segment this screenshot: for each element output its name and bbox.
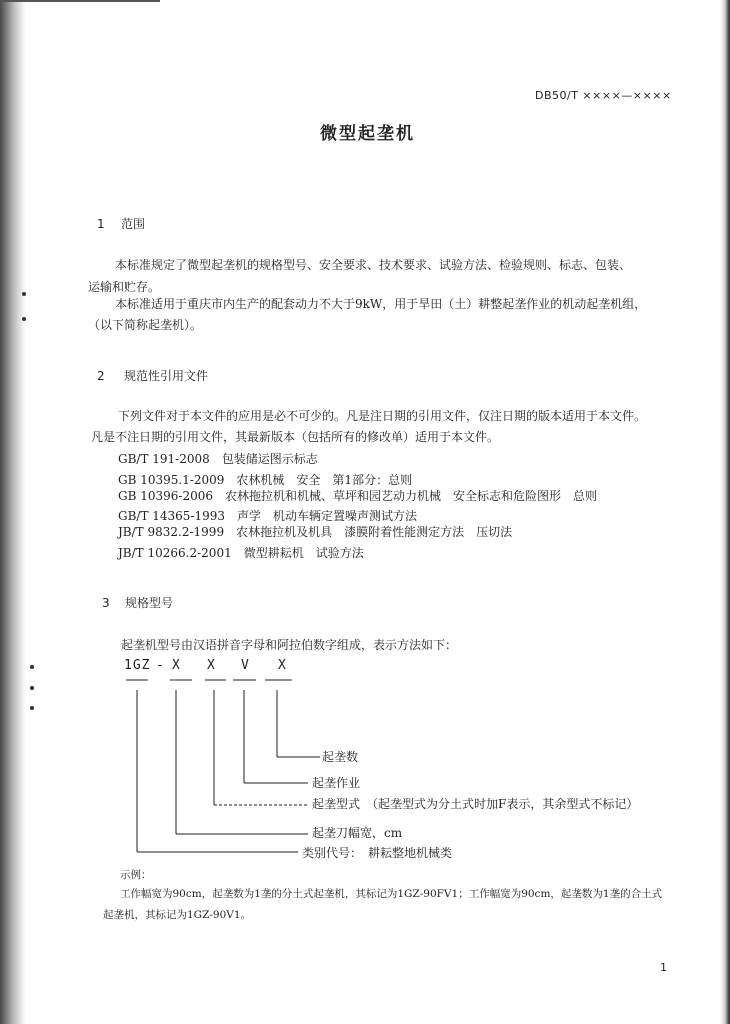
section-1-para2-line1: 本标准适用于重庆市内生产的配套动力不大于9kW，用于旱田（土）耕整起垄作业的机动起垄机组， <box>115 297 647 311</box>
model-part-width: X <box>172 658 181 673</box>
section-1-heading: 范围 <box>121 217 146 231</box>
example-line1: 工作幅宽为90cm，起垄数为1垄的分土式起垄机，其标记为1GZ-90FV1；工作幅宽为90cm，起垄数为1垄的合土式 <box>120 888 663 900</box>
label-ridge-count: 起垄数 <box>322 750 359 764</box>
page-number: 1 <box>660 961 667 974</box>
reference-item: JB/T 9832.2-1999 农林拖拉机及机具 漆膜附着性能测定方法 压切法 <box>118 525 513 539</box>
section-1-para2-line2: （以下简称起垄机）。 <box>88 318 203 332</box>
section-3-heading: 规格型号 <box>125 596 174 610</box>
label-ridge-type: 起垄型式 （起垄型式为分土式时加F表示，其余型式不标记） <box>312 797 639 811</box>
section-1-para1-line2: 运输和贮存。 <box>88 280 161 294</box>
example-line2: 起垄机，其标记为1GZ-90V1。 <box>103 909 252 921</box>
example-title: 示例： <box>120 869 152 881</box>
reference-item: GB 10395.1-2009 农林机械 安全 第1部分：总则 <box>118 473 413 487</box>
section-1-number: 1 <box>97 217 105 231</box>
section-1-para1-line1: 本标准规定了微型起垄机的规格型号、安全要求、技术要求、试验方法、检验规则、标志、包装、 <box>115 258 632 272</box>
reference-item: JB/T 10266.2-2001 微型耕耘机 试验方法 <box>118 546 364 560</box>
model-part-prefix: 1GZ <box>124 658 151 673</box>
model-part-count: X <box>278 658 287 673</box>
label-category-code: 类别代号： 耕耘整地机械类 <box>302 846 453 860</box>
label-blade-width: 起垄刀幅宽，cm <box>312 826 403 840</box>
model-part-dash: - <box>156 658 165 673</box>
model-part-operation: V <box>241 658 250 673</box>
label-ridge-operation: 起垄作业 <box>312 776 361 790</box>
reference-item: GB/T 14365-1993 声学 机动车辆定置噪声测试方法 <box>118 509 418 523</box>
section-2-heading: 规范性引用文件 <box>124 369 209 383</box>
document-title: 微型起垄机 <box>320 124 415 144</box>
reference-item: GB 10396-2006 农林拖拉机和机械、草坪和园艺动力机械 安全标志和危险图形 总则 <box>118 489 597 503</box>
section-2-intro-line2: 凡是不注日期的引用文件，其最新版本（包括所有的修改单）适用于本文件。 <box>91 430 500 444</box>
section-2-intro-line1: 下列文件对于本文件的应用是必不可少的。凡是注日期的引用文件，仅注日期的版本适用于本文件。 <box>118 409 647 423</box>
section-3-intro: 起垄机型号由汉语拼音字母和阿拉伯数字组成，表示方法如下： <box>121 638 458 652</box>
model-part-type: X <box>207 658 216 673</box>
section-2-number: 2 <box>97 369 105 383</box>
reference-item: GB/T 191-2008 包装储运图示标志 <box>118 452 318 466</box>
section-3-number: 3 <box>102 596 110 610</box>
document-code: DB50/T ××××—×××× <box>535 89 672 102</box>
